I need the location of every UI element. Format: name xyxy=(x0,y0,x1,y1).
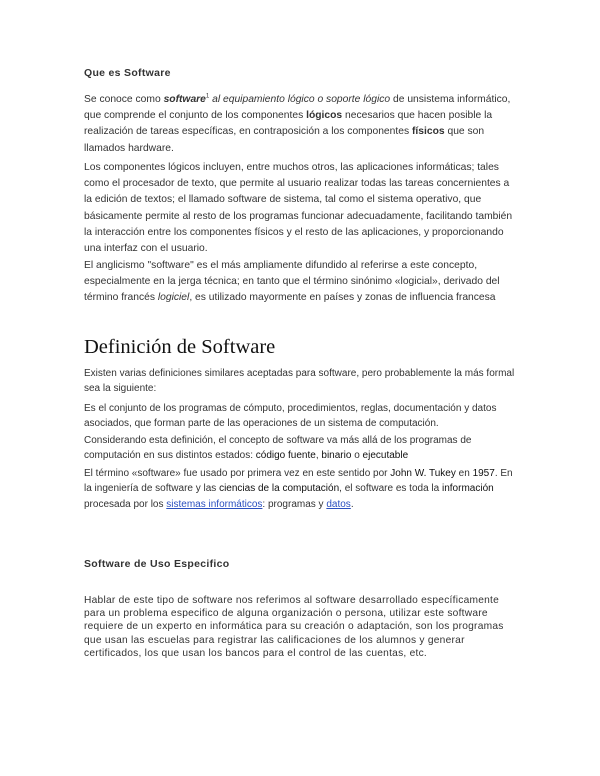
link-datos[interactable]: datos xyxy=(326,498,351,510)
text: El anglicismo "software" es el más ampliamente difundido al referirse a este concepto, especialmente en la jerga técnica; en tanto que el término sinónimo «logicial», derivado del término francés xyxy=(84,260,500,304)
paragraph-considerando xyxy=(84,433,520,464)
text: Se conoce como xyxy=(84,94,164,105)
text: , es utilizado mayormente en países y zonas de influencia francesa xyxy=(189,292,496,304)
text: : programas y xyxy=(262,498,327,510)
link-sistemas-informaticos[interactable]: sistemas informáticos xyxy=(166,498,263,510)
text: o xyxy=(351,450,363,462)
text: . xyxy=(350,498,354,510)
heading-software-uso-especifico: Software de Uso Especifico xyxy=(84,558,230,570)
footnote-ref[interactable]: 1 xyxy=(205,93,210,100)
text: de unsistema informático, que comprende el conjunto de los componentes xyxy=(84,94,511,122)
term: ejecutable xyxy=(362,450,409,462)
paragraph-conjunto: Es el conjunto de los programas de cómputo, procedimientos, reglas, documentación y datos asociados, que forman parte de las operaciones de un sistema de computación. xyxy=(84,403,497,430)
term-logicos: lógicos xyxy=(306,110,343,122)
term: código fuente xyxy=(255,450,316,462)
text: , xyxy=(315,450,322,462)
text: necesarios que hacen posible la realización de tareas específicas, en contraposición a los componentes xyxy=(84,110,493,138)
paragraph-componentes: Los componentes lógicos incluyen, entre muchos otros, las aplicaciones informáticas; tales como el procesador de texto, que permite al usuario realizar todas las tareas concernientes a la edición de textos; el llamado software de sistema, tal como el sistema operativo, que básicamente permite al resto de los programas funcionar adecuadamente, facilitando también la interacción entre los componentes físicos y el resto de las aplicaciones, y proporcionando una interfaz con el usuario. xyxy=(84,162,513,255)
term-fisicos: físicos xyxy=(411,126,445,138)
text: . En la ingeniería de software y las xyxy=(84,468,513,495)
term: binario xyxy=(321,450,352,462)
text: El término «software» fue usado por primera vez en este sentido por xyxy=(84,468,391,479)
term: 1957 xyxy=(472,468,495,479)
term: información xyxy=(442,483,494,495)
text: procesada por los xyxy=(84,498,167,510)
text: , el software es toda la xyxy=(339,483,442,495)
paragraph-intro xyxy=(84,92,520,157)
term: ciencias de la computación xyxy=(219,483,340,495)
paragraph-definiciones: Existen varias definiciones similares aceptadas para software, pero probablemente la más formal sea la siguiente: xyxy=(84,368,515,395)
paragraph-uso-especifico: Hablar de este tipo de software nos referimos al software desarrollado específicamente para un problema especifico de alguna organización o persona, utilizar este software requiere de un experto en informática para su creación o adaptación, son los programas que usan las escuelas para registrar las calificaciones de los alumnos y generar certificados, los que usan los bancos para el control de las cuentas, etc. xyxy=(84,595,504,659)
paragraph-anglicismo xyxy=(84,258,520,307)
text: Considerando esta definición, el concepto de software va más allá de los programas de computación en sus distintos estados: xyxy=(84,435,472,462)
term-software: software xyxy=(163,94,206,105)
term-logiciel: logiciel xyxy=(157,292,190,304)
paragraph-termino xyxy=(84,466,520,512)
text: en xyxy=(455,468,473,479)
heading-definicion: Definición de Software xyxy=(84,336,276,358)
text-italic: al equipamiento lógico o soporte lógico xyxy=(209,94,391,105)
heading-que-es-software: Que es Software xyxy=(84,67,171,79)
text: que son llamados hardware. xyxy=(84,126,485,154)
term: John W. Tukey xyxy=(390,468,456,479)
